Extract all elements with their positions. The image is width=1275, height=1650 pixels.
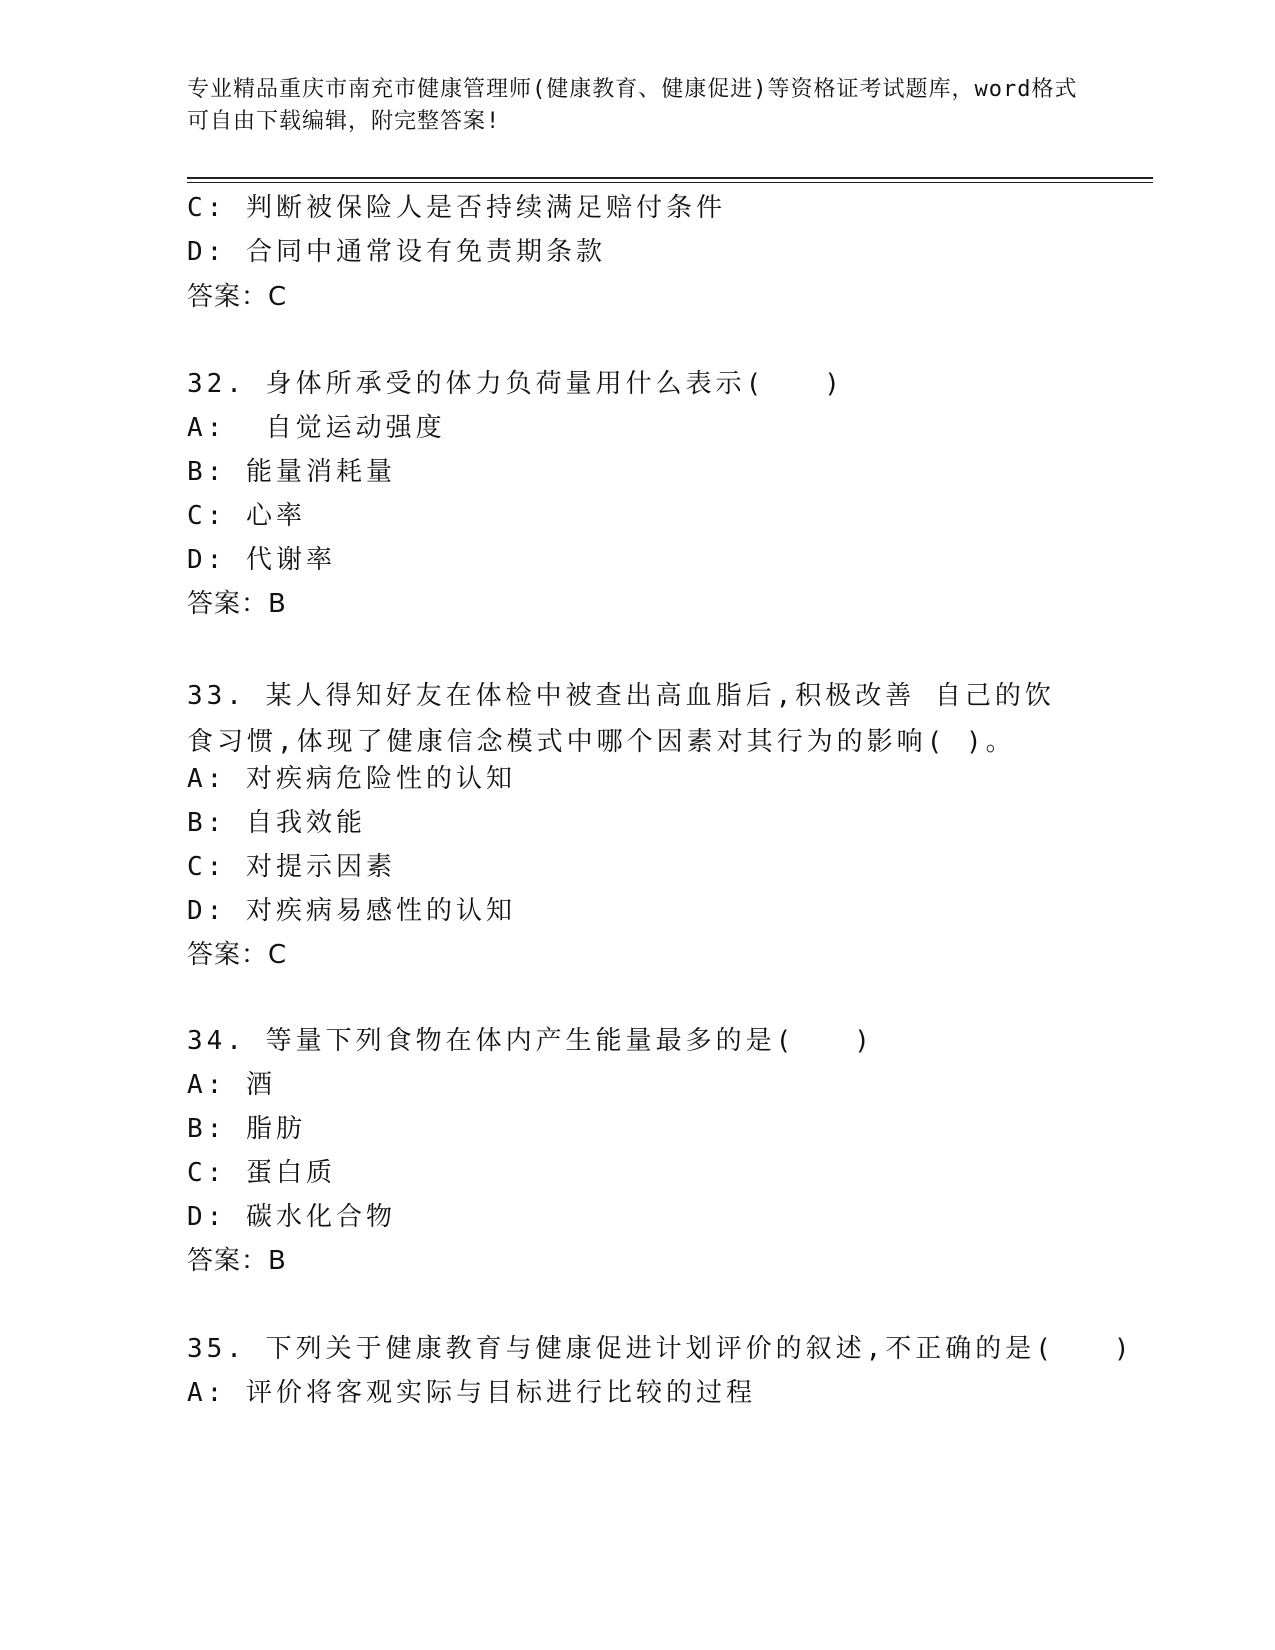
q34-option-d: D: 碳水化合物 — [187, 1202, 396, 1232]
q32-option-d: D: 代谢率 — [187, 545, 336, 575]
q33-answer: 答案：C — [187, 940, 288, 970]
q34-stem: 34. 等量下列食物在体内产生能量最多的是( ) — [187, 1026, 874, 1056]
q33-option-c: C: 对提示因素 — [187, 852, 396, 882]
q33-option-a: A: 对疾病危险性的认知 — [187, 764, 516, 794]
q32-option-c: C: 心率 — [187, 501, 306, 531]
q33-stem: 33. 某人得知好友在体检中被查出高血脂后,积极改善 自己的饮食习惯,体现了健康信念模式中哪个因素对其行为的影响( )。 — [187, 681, 1055, 757]
prev-option-d: D: 合同中通常设有免责期条款 — [187, 237, 606, 267]
q33-option-b: B: 自我效能 — [187, 808, 366, 838]
q34-option-a: A: 酒 — [187, 1070, 276, 1100]
q32-option-a: A: 自觉运动强度 — [187, 413, 446, 443]
q34-answer: 答案：B — [187, 1246, 287, 1276]
q32-option-b: B: 能量消耗量 — [187, 457, 396, 487]
prev-option-c: C: 判断被保险人是否持续满足赔付条件 — [187, 193, 726, 223]
header-divider — [187, 177, 1153, 179]
prev-answer: 答案：C — [187, 282, 288, 312]
q34-option-c: C: 蛋白质 — [187, 1158, 336, 1188]
header-divider-thin — [187, 182, 1153, 183]
q32-answer: 答案：B — [187, 589, 287, 619]
q32-stem: 32. 身体所承受的体力负荷量用什么表示( ) — [187, 369, 844, 399]
q33-option-d: D: 对疾病易感性的认知 — [187, 896, 516, 926]
q35-option-a: A: 评价将客观实际与目标进行比较的过程 — [187, 1378, 756, 1408]
q34-option-b: B: 脂肪 — [187, 1114, 306, 1144]
document-header: 专业精品重庆市南充市健康管理师(健康教育、健康促进)等资格证考试题库，word格式可自由下载编辑，附完整答案! — [187, 77, 1078, 134]
q35-stem: 35. 下列关于健康教育与健康促进计划评价的叙述,不正确的是( ) — [187, 1334, 1134, 1364]
